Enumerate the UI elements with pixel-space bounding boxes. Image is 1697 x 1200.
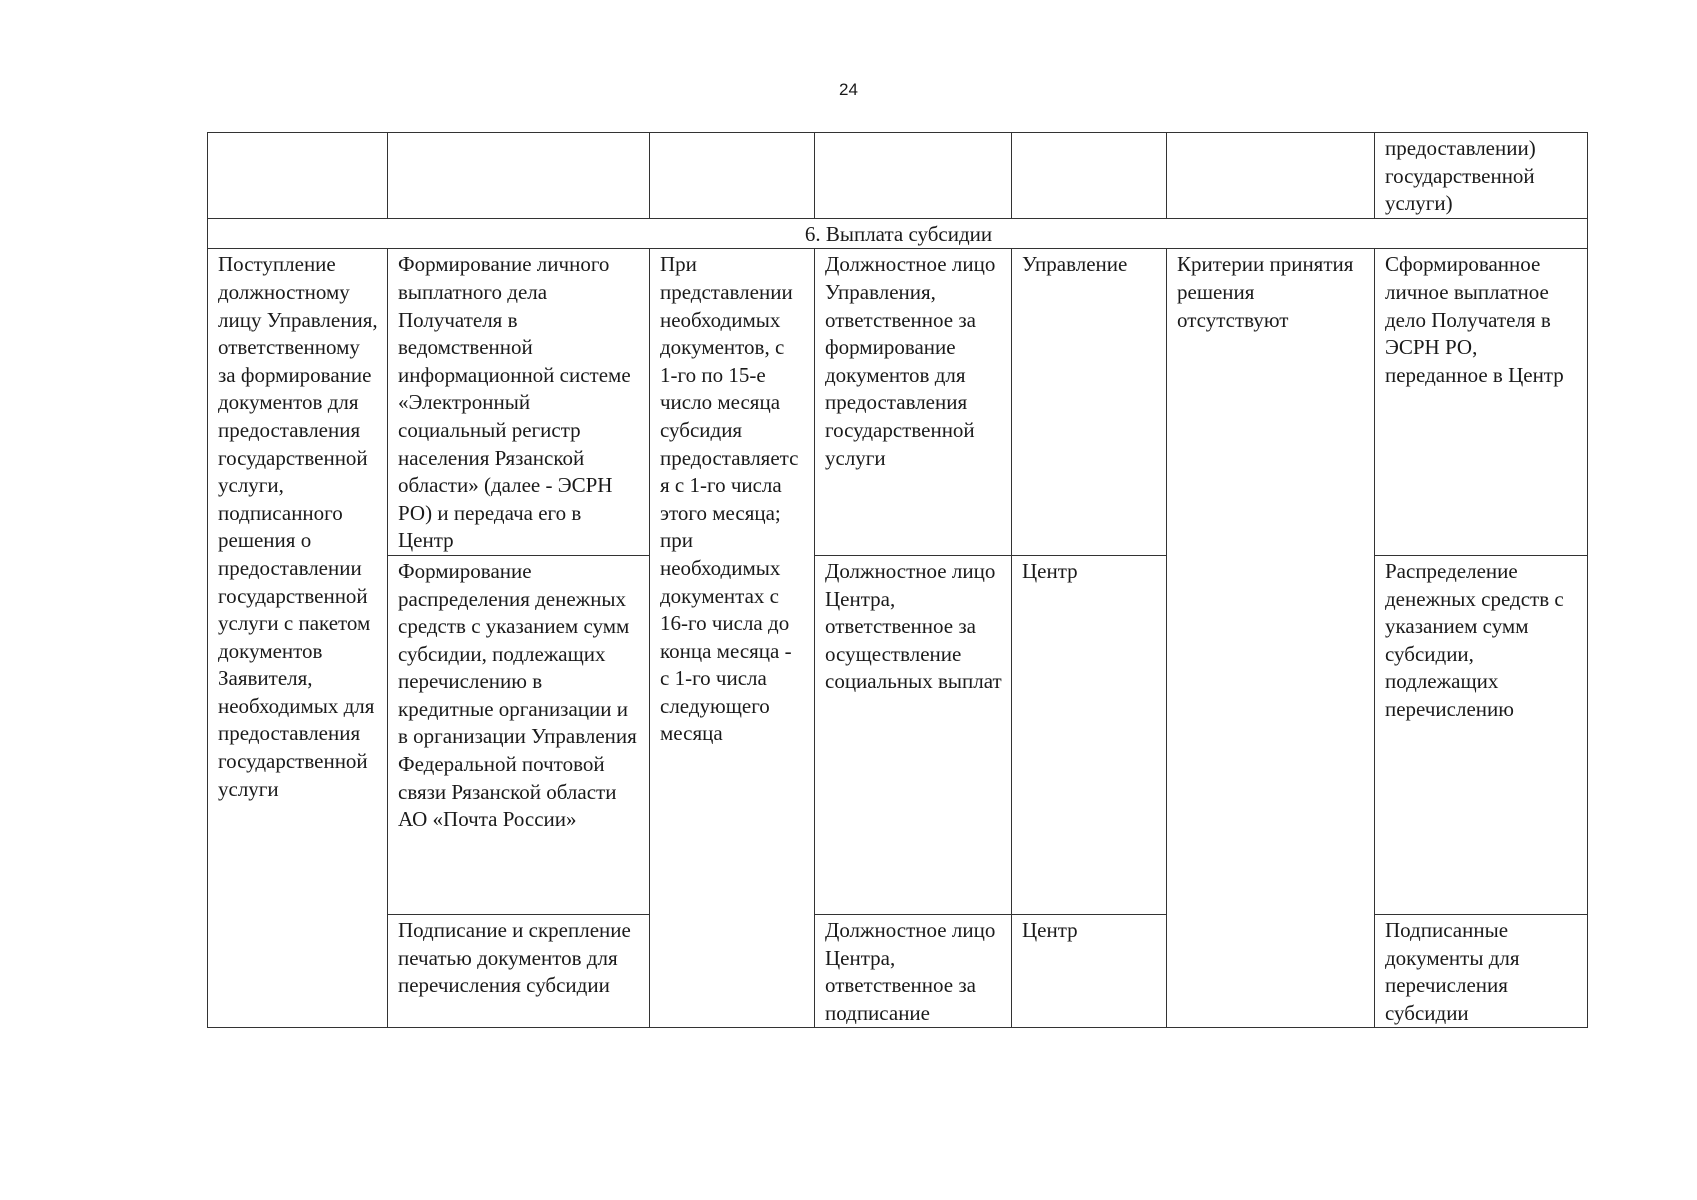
table-cell-empty: [388, 133, 650, 219]
basis-cell: [208, 249, 388, 1028]
table-row-continuation: [208, 133, 1588, 219]
place-text: Управление: [1022, 252, 1128, 277]
table-cell-empty: [815, 133, 1012, 219]
term-text: При представлении необходимых документов, с 1-го по 15-е число месяца субсидия предоставляется с 1-го числа этого месяца; при необходимых документах с 16-го числа до конца месяца - с 1-го числа следующего месяца: [660, 252, 799, 746]
official-text: Должностное лицо Центра, ответственное за осуществление социальных выплат: [825, 558, 1002, 694]
place-text: Центр: [1022, 558, 1078, 583]
section-header-row: [208, 218, 1588, 249]
action-text: Формирование личного выплатного дела Получателя в ведомственной информационной системе «Электронный социальный регистр населения Рязанской области» (далее - ЭСРН РО) и передача его в Центр: [398, 252, 631, 553]
criteria-text: Критерии принятия решения отсутствуют: [1177, 252, 1354, 332]
result-text: Сформированное личное выплатное дело Получателя в ЭСРН РО, переданное в Центр: [1385, 252, 1564, 387]
page-number: 24: [839, 80, 858, 99]
action-cell: [388, 249, 650, 556]
official-cell: [815, 914, 1012, 1027]
table-cell-empty: [650, 133, 815, 219]
result-continued-cell: [1375, 133, 1588, 219]
official-text: Должностное лицо Центра, ответственное за подписание: [825, 917, 996, 1025]
result-cell: [1375, 914, 1588, 1027]
section-title: 6. Выплата субсидии: [208, 218, 1588, 249]
official-cell: [815, 555, 1012, 914]
procedure-table: [207, 132, 1588, 1028]
action-cell: [388, 555, 650, 914]
place-cell: [1012, 555, 1167, 914]
term-cell: [650, 249, 815, 1028]
table-row: [208, 555, 1588, 914]
place-cell: [1012, 249, 1167, 556]
place-text: Центр: [1022, 917, 1078, 942]
place-cell: [1012, 914, 1167, 1027]
official-cell: [815, 249, 1012, 556]
result-cell: [1375, 249, 1588, 556]
table-row: [208, 914, 1588, 1027]
action-text: Подписание и скрепление печатью документов для перечисления субсидии: [398, 917, 631, 998]
table-cell-empty: [208, 133, 388, 219]
action-cell: [388, 914, 650, 1027]
official-text: Должностное лицо Управления, ответственное за формирование документов для предоставления государственной услуги: [825, 252, 996, 470]
table-cell-empty: [1012, 133, 1167, 219]
action-text: Формирование распределения денежных средств с указанием сумм субсидии, подлежащих перечислению в кредитные организации и в организации Управления Федеральной почтовой связи Рязанской области АО «Почта России»: [398, 558, 637, 832]
result-text: Распределение денежных средств с указанием сумм субсидии, подлежащих перечислению: [1385, 558, 1564, 721]
table-cell-empty: [1167, 133, 1375, 219]
table-row: [208, 249, 1588, 556]
result-text: Подписанные документы для перечисления субсидии: [1385, 917, 1520, 1025]
basis-text: Поступление должностному лицу Управления, ответственному за формирование документов для предоставления государственной услуги, подписанного решения о предоставлении государственной услуги с пакетом документов Заявителя, необходимых для предоставления государственной услуги: [218, 252, 378, 801]
result-cell: [1375, 555, 1588, 914]
criteria-cell: [1167, 249, 1375, 1028]
result-continued-text: предоставлении) государственной услуги): [1385, 136, 1536, 216]
